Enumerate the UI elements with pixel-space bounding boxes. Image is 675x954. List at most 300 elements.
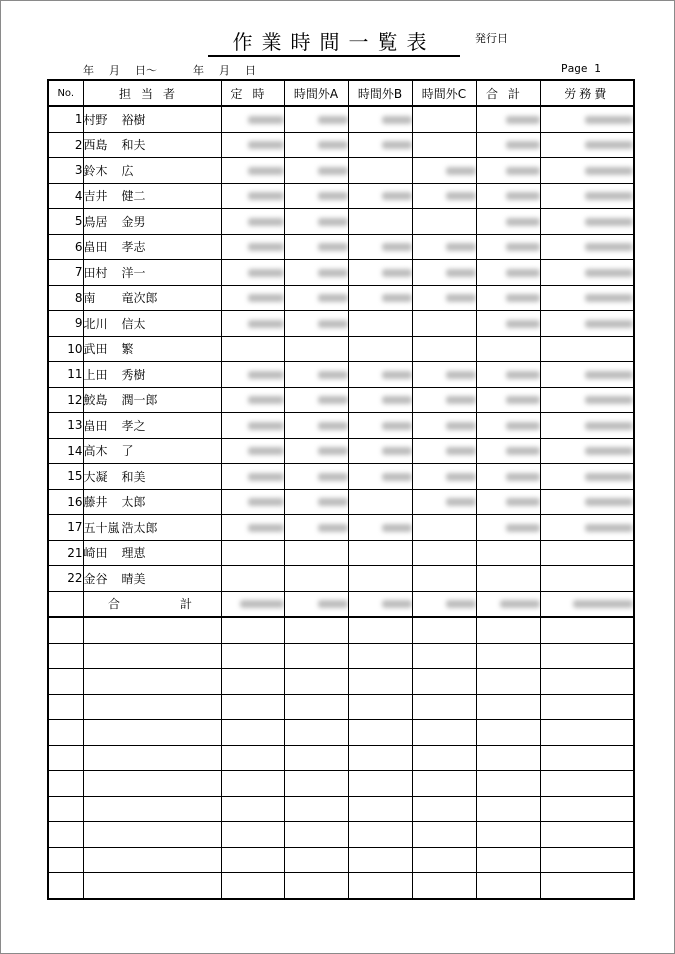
empty-cell [412,643,476,669]
value-cell [221,515,284,541]
redacted-value [318,524,348,532]
value-cell [284,234,348,260]
value-cell [540,540,634,566]
redacted-value [382,116,412,124]
staff-surname: 鈴木 [83,163,108,178]
redacted-value [585,473,633,481]
redacted-value [382,269,412,277]
staff-given-name: 秀樹 [121,367,146,382]
staff-surname: 村野 [83,112,108,127]
redacted-value [382,600,412,608]
redacted-value [318,269,348,277]
redacted-value [318,396,348,404]
staff-name [83,285,221,311]
empty-cell [83,745,221,771]
row-number: 13 [48,413,83,439]
redacted-value [506,192,540,200]
value-cell [412,183,476,209]
empty-cell [48,847,83,873]
redacted-value [318,498,348,506]
value-cell [221,438,284,464]
total-value-cell [348,591,412,617]
total-no-cell [48,591,83,617]
empty-row [48,796,634,822]
value-cell [284,489,348,515]
redacted-value [318,600,348,608]
redacted-value [248,167,284,175]
staff-given-name: 浩太郎 [121,520,158,535]
staff-surname: 鳥居 [83,214,108,229]
value-cell [348,413,412,439]
value-cell [348,489,412,515]
value-cell [221,260,284,286]
staff-name [83,336,221,362]
staff-surname: 西島 [83,138,108,153]
staff-given-name: 洋一 [121,265,146,280]
value-cell [348,515,412,541]
row-number: 3 [48,158,83,184]
redacted-value [382,192,412,200]
redacted-value [240,600,284,608]
row-number: 14 [48,438,83,464]
table-row [48,413,634,439]
value-cell [412,387,476,413]
redacted-value [585,167,633,175]
empty-cell [83,617,221,643]
redacted-value [585,269,633,277]
empty-cell [412,694,476,720]
redacted-value [382,422,412,430]
staff-name [83,106,221,132]
staff-given-name: 繁 [121,342,134,357]
empty-cell [412,771,476,797]
empty-cell [284,669,348,695]
empty-row [48,771,634,797]
empty-cell [284,694,348,720]
empty-cell [412,796,476,822]
redacted-value [382,473,412,481]
redacted-value [506,524,540,532]
redacted-value [506,396,540,404]
redacted-value [248,473,284,481]
empty-cell [540,745,634,771]
staff-given-name: 竜次郎 [121,291,158,306]
empty-cell [221,796,284,822]
empty-cell [476,847,540,873]
value-cell [540,464,634,490]
empty-cell [412,669,476,695]
value-cell [348,438,412,464]
redacted-value [318,371,348,379]
value-cell [348,362,412,388]
value-cell [221,209,284,235]
staff-surname: 鮫島 [83,393,108,408]
empty-cell [83,847,221,873]
redacted-value [506,167,540,175]
row-number: 1 [48,106,83,132]
value-cell [221,387,284,413]
value-cell [476,311,540,337]
redacted-value [248,422,284,430]
empty-cell [476,720,540,746]
total-label-char-a: 合 [107,597,124,612]
value-cell [221,362,284,388]
staff-surname: 上田 [83,367,108,382]
empty-row [48,822,634,848]
value-cell [540,234,634,260]
empty-cell [348,822,412,848]
empty-cell [476,694,540,720]
redacted-value [318,473,348,481]
period-start-month: 月 [109,64,120,77]
empty-cell [412,720,476,746]
empty-cell [48,796,83,822]
value-cell [348,464,412,490]
empty-cell [348,796,412,822]
redacted-value [248,524,284,532]
empty-cell [348,694,412,720]
value-cell [221,311,284,337]
empty-cell [221,617,284,643]
value-cell [476,362,540,388]
empty-cell [83,720,221,746]
table-header-row [48,80,634,106]
value-cell [221,158,284,184]
empty-cell [540,847,634,873]
empty-cell [221,822,284,848]
total-label [83,591,221,617]
empty-cell [48,720,83,746]
redacted-value [446,167,476,175]
value-cell [412,362,476,388]
empty-cell [348,873,412,899]
value-cell [284,158,348,184]
empty-cell [48,822,83,848]
empty-cell [348,617,412,643]
empty-cell [348,720,412,746]
row-number: 21 [48,540,83,566]
staff-name [83,464,221,490]
staff-given-name: 裕樹 [121,112,146,127]
empty-cell [348,669,412,695]
value-cell [476,464,540,490]
staff-given-name: 金男 [121,214,146,229]
empty-row [48,643,634,669]
row-number: 2 [48,132,83,158]
redacted-value [506,218,540,226]
value-cell [284,413,348,439]
empty-row [48,873,634,899]
redacted-value [585,192,633,200]
staff-given-name: 健二 [121,189,146,204]
empty-row [48,617,634,643]
table-row [48,464,634,490]
value-cell [540,183,634,209]
empty-cell [284,847,348,873]
row-number: 4 [48,183,83,209]
value-cell [412,260,476,286]
staff-surname: 五十嵐 [83,520,120,535]
staff-name [83,438,221,464]
staff-given-name: 理恵 [121,546,146,561]
staff-name [83,387,221,413]
empty-cell [48,694,83,720]
value-cell [476,183,540,209]
table-row [48,540,634,566]
redacted-value [585,320,633,328]
staff-given-name: 広 [121,163,134,178]
value-cell [348,260,412,286]
value-cell [412,209,476,235]
redacted-value [585,422,633,430]
redacted-value [585,447,633,455]
redacted-value [318,116,348,124]
redacted-value [382,294,412,302]
redacted-value [318,167,348,175]
empty-cell [284,771,348,797]
redacted-value [318,320,348,328]
table-row [48,132,634,158]
empty-cell [540,822,634,848]
redacted-value [506,422,540,430]
title-underline [208,55,460,57]
staff-surname: 金谷 [83,571,108,586]
table-row [48,285,634,311]
page-number: Page 1 [561,62,601,75]
empty-cell [412,822,476,848]
value-cell [412,132,476,158]
value-cell [476,438,540,464]
value-cell [284,209,348,235]
period-end-month: 月 [219,64,230,77]
table-row [48,515,634,541]
redacted-value [585,294,633,302]
table-row [48,362,634,388]
empty-cell [83,822,221,848]
redacted-value [446,192,476,200]
value-cell [476,515,540,541]
value-cell [540,362,634,388]
staff-given-name: 信太 [121,316,146,331]
redacted-value [585,498,633,506]
redacted-value [248,294,284,302]
value-cell [540,566,634,592]
staff-name [83,132,221,158]
redacted-value [248,371,284,379]
table-row [48,566,634,592]
redacted-value [318,447,348,455]
table-row [48,438,634,464]
staff-name [83,311,221,337]
total-label-char-b: 計 [180,597,197,612]
empty-cell [476,796,540,822]
redacted-value [446,294,476,302]
value-cell [348,106,412,132]
staff-surname: 武田 [83,342,108,357]
value-cell [476,566,540,592]
staff-name [83,515,221,541]
value-cell [284,132,348,158]
staff-surname: 南 [83,291,96,306]
value-cell [348,158,412,184]
value-cell [284,362,348,388]
staff-given-name: 太郎 [121,495,146,510]
empty-cell [48,643,83,669]
empty-cell [348,745,412,771]
value-cell [412,413,476,439]
empty-cell [83,669,221,695]
redacted-value [446,600,476,608]
value-cell [540,260,634,286]
empty-cell [48,617,83,643]
total-value-cell [476,591,540,617]
staff-given-name: 了 [121,444,134,459]
value-cell [476,387,540,413]
value-cell [284,464,348,490]
empty-cell [284,617,348,643]
redacted-value [382,141,412,149]
value-cell [412,464,476,490]
redacted-value [506,320,540,328]
value-cell [476,413,540,439]
empty-cell [476,745,540,771]
value-cell [348,311,412,337]
value-cell [284,540,348,566]
empty-row [48,745,634,771]
value-cell [348,183,412,209]
staff-name [83,566,221,592]
redacted-value [248,269,284,277]
redacted-value [506,473,540,481]
value-cell [221,540,284,566]
value-cell [540,413,634,439]
value-cell [412,234,476,260]
staff-name [83,413,221,439]
redacted-value [248,396,284,404]
staff-name [83,234,221,260]
redacted-value [585,141,633,149]
redacted-value [585,116,633,124]
value-cell [348,387,412,413]
value-cell [476,106,540,132]
row-number: 12 [48,387,83,413]
empty-cell [476,873,540,899]
row-number: 7 [48,260,83,286]
redacted-value [382,243,412,251]
redacted-value [318,422,348,430]
empty-cell [83,694,221,720]
value-cell [284,183,348,209]
value-cell [221,489,284,515]
staff-surname: 田村 [83,265,108,280]
row-number: 8 [48,285,83,311]
empty-cell [221,771,284,797]
staff-name [83,158,221,184]
value-cell [412,515,476,541]
value-cell [476,285,540,311]
row-number: 16 [48,489,83,515]
value-cell [221,413,284,439]
empty-cell [540,720,634,746]
empty-cell [476,643,540,669]
value-cell [540,489,634,515]
table-row [48,311,634,337]
value-cell [412,285,476,311]
staff-given-name: 和美 [121,469,146,484]
value-cell [348,209,412,235]
issue-date-label: 発行日 [475,32,508,45]
table-row [48,209,634,235]
redacted-value [585,396,633,404]
value-cell [221,106,284,132]
value-cell [412,311,476,337]
redacted-value [585,243,633,251]
value-cell [476,336,540,362]
col-header-regular: 定時 [221,80,284,106]
value-cell [348,234,412,260]
empty-cell [540,873,634,899]
empty-cell [284,873,348,899]
empty-cell [540,771,634,797]
redacted-value [382,396,412,404]
table-row [48,183,634,209]
period-start-year: 年 [83,64,94,77]
col-header-labor-cost: 労務費 [540,80,634,106]
empty-cell [540,617,634,643]
total-value-cell [412,591,476,617]
empty-cell [48,745,83,771]
staff-given-name: 和夫 [121,138,146,153]
empty-cell [540,669,634,695]
redacted-value [446,498,476,506]
value-cell [221,464,284,490]
value-cell [221,132,284,158]
empty-cell [476,617,540,643]
value-cell [476,540,540,566]
value-cell [348,566,412,592]
redacted-value [318,218,348,226]
col-header-no: No. [48,80,83,106]
value-cell [540,515,634,541]
value-cell [284,311,348,337]
staff-surname: 大凝 [83,469,108,484]
period-end-year: 年 [193,64,204,77]
staff-name [83,260,221,286]
value-cell [412,540,476,566]
value-cell [540,387,634,413]
value-cell [412,158,476,184]
redacted-value [506,116,540,124]
empty-cell [48,873,83,899]
row-number: 10 [48,336,83,362]
empty-row [48,847,634,873]
redacted-value [506,447,540,455]
staff-surname: 吉井 [83,189,108,204]
value-cell [284,515,348,541]
value-cell [221,285,284,311]
redacted-value [500,600,540,608]
row-number: 6 [48,234,83,260]
value-cell [221,336,284,362]
redacted-value [318,243,348,251]
value-cell [284,260,348,286]
empty-cell [284,822,348,848]
value-cell [284,336,348,362]
staff-name [83,540,221,566]
empty-cell [48,771,83,797]
total-row [48,591,634,617]
col-header-total: 合計 [476,80,540,106]
